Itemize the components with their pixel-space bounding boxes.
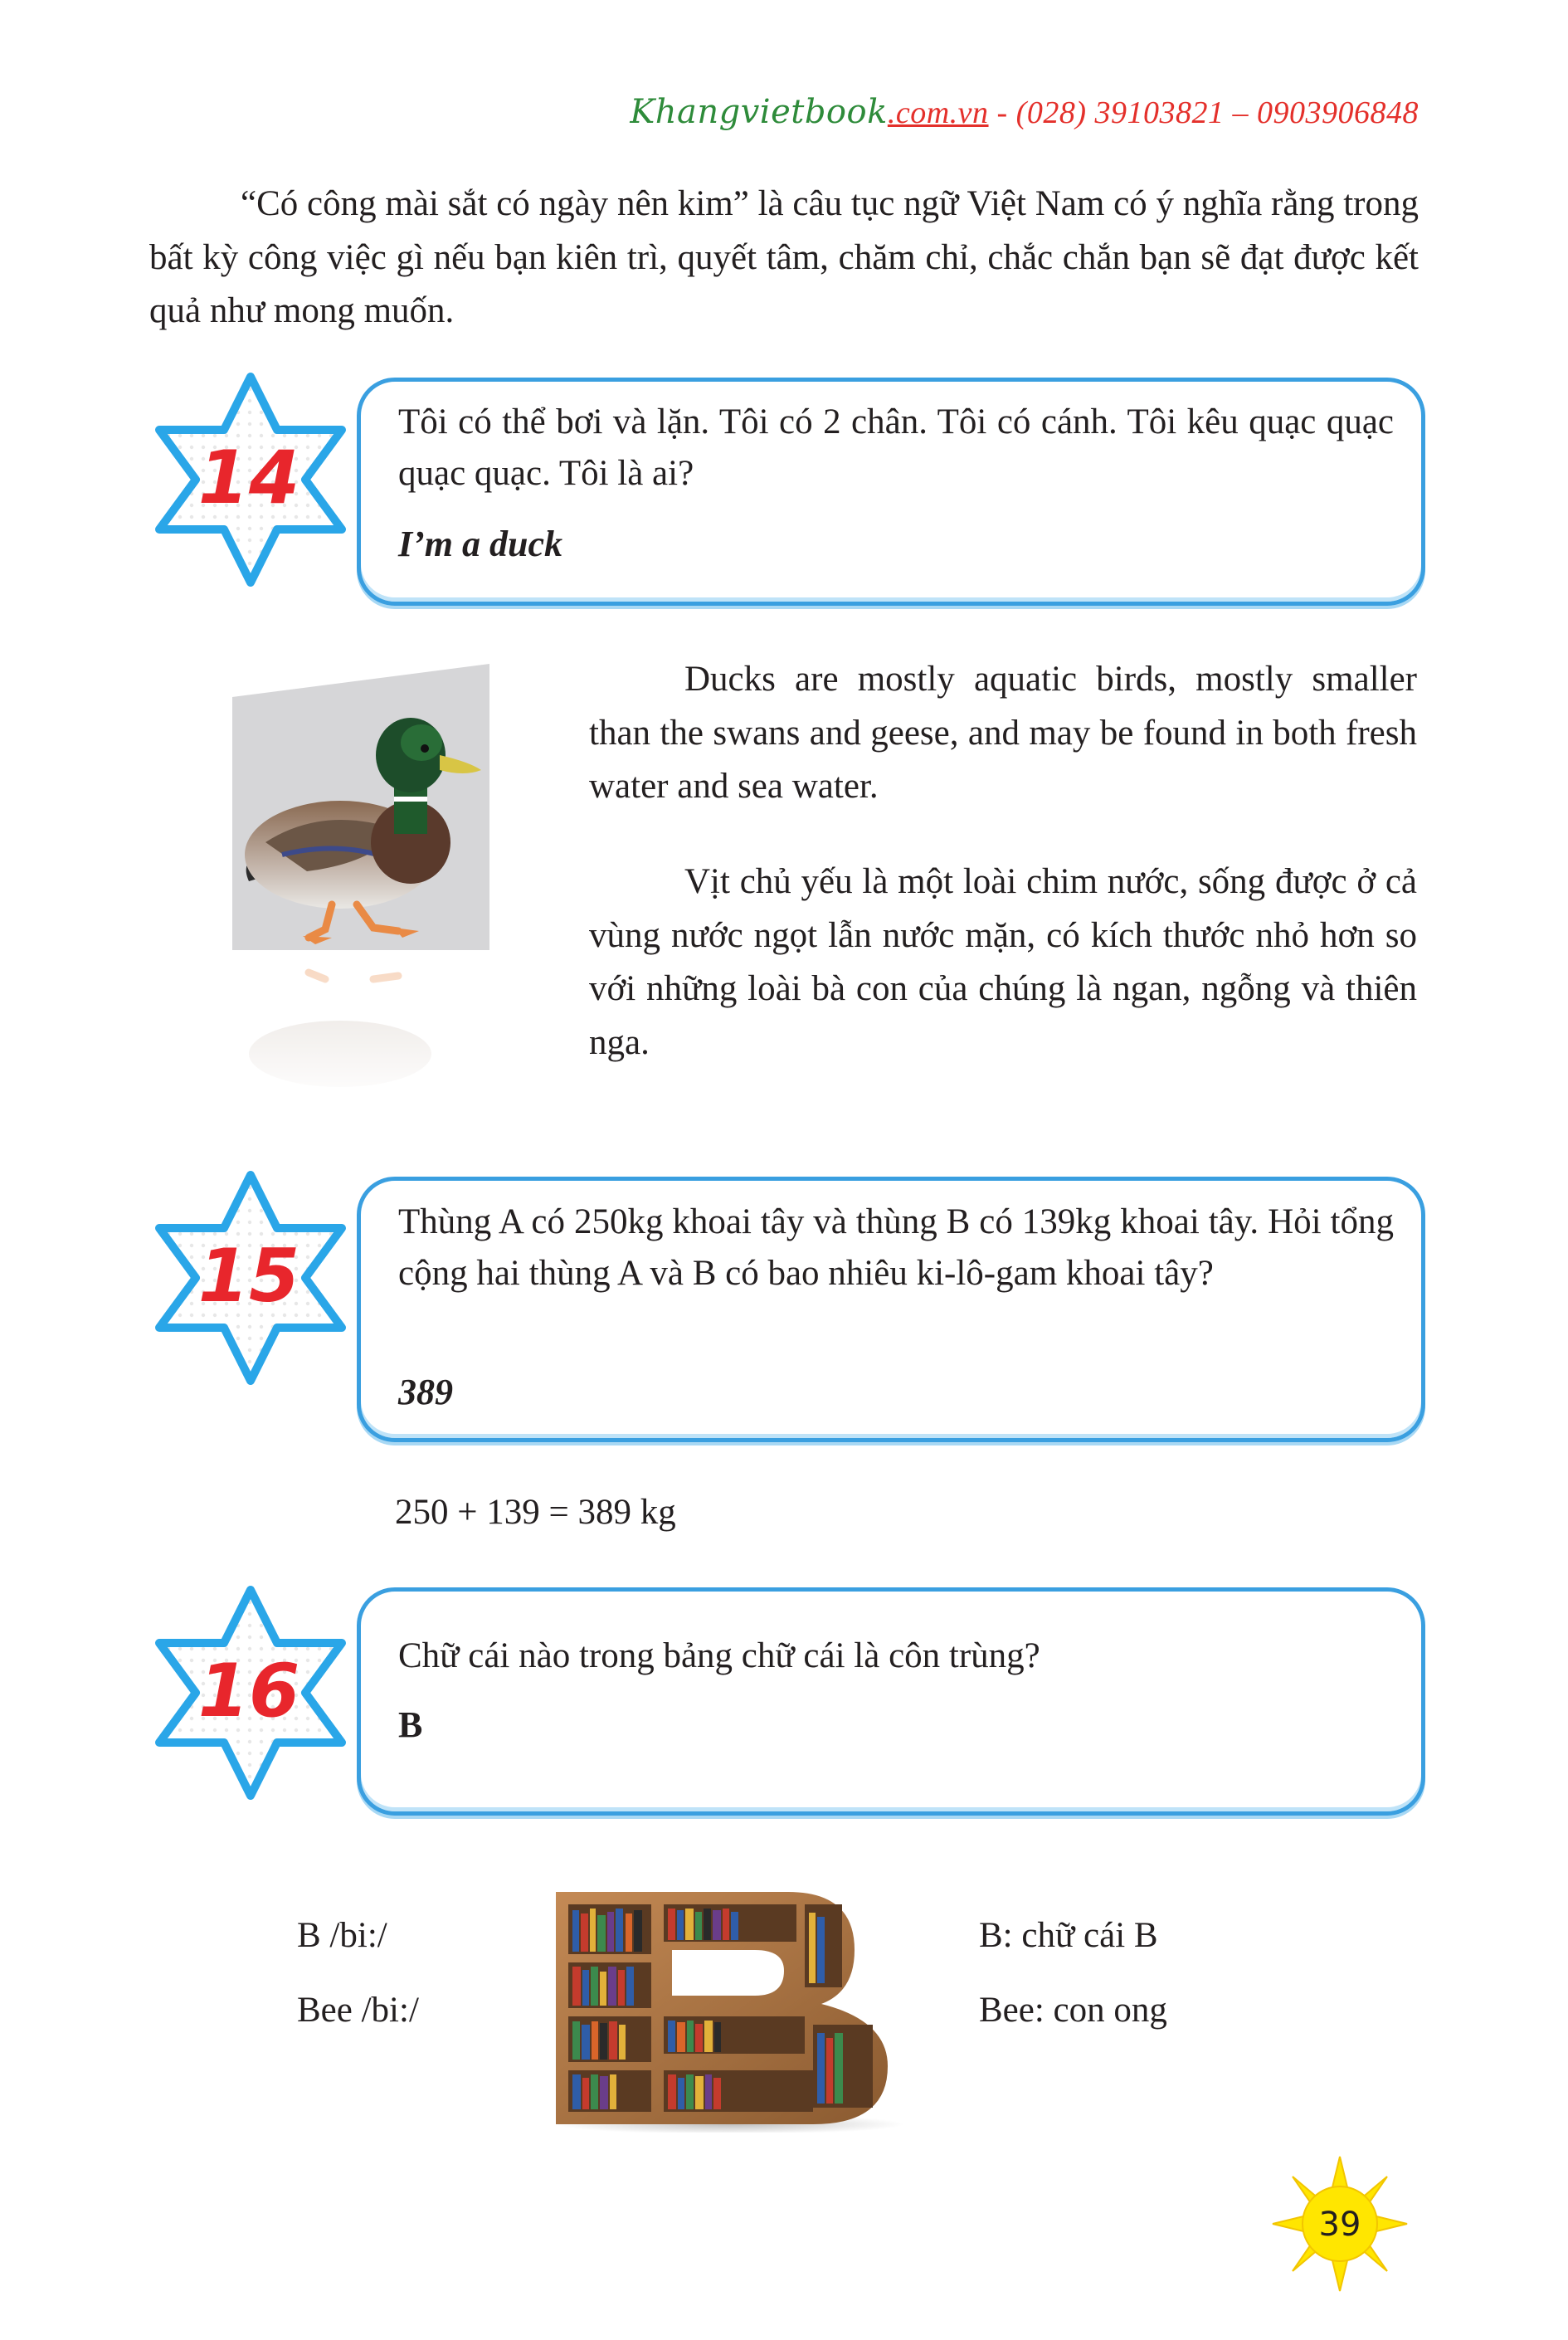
page-number: 39: [1318, 2206, 1361, 2244]
question-text-16: Chữ cái nào trong bảng chữ cái là côn trùng?: [398, 1636, 1040, 1675]
bee-meaning: Bee: con ong: [979, 1991, 1167, 2030]
question-number-16: 16: [197, 1648, 300, 1733]
question-box-16: [357, 1587, 1425, 1816]
answer-15: 389: [398, 1372, 453, 1412]
brand-name: Khangvietbook: [630, 93, 888, 131]
bee-pronunciation: Bee /bi:/: [297, 1991, 419, 2030]
page-header: [630, 93, 1419, 131]
question-text-14: Tôi có thể bơi và lặn. Tôi có 2 chân. Tôi có cánh. Tôi kêu quạc quạc quạc quạc. Tôi là ai?: [398, 402, 1394, 493]
b-meaning: B: chữ cái B: [979, 1916, 1158, 1955]
b-pronunciation: B /bi:/: [297, 1916, 387, 1955]
duck-info-english: Ducks are mostly aquatic birds, mostly smaller than the swans and geese, and may be found in both fresh water and sea water.: [589, 660, 1417, 806]
page-number-sun-icon: [1269, 2153, 1410, 2294]
star-badge-15-icon: [151, 1170, 350, 1386]
question-text-15: Thùng A có 250kg khoai tây và thùng B có 139kg khoai tây. Hỏi tổng cộng hai thùng A và B có bao nhiêu ki-lô-gam khoai tây?: [398, 1202, 1394, 1293]
duck-image: [232, 664, 498, 1104]
star-badge-16-icon: [151, 1585, 350, 1801]
answer-14: I’m a duck: [398, 524, 562, 564]
calculation-text: 250 + 139 = 389 kg: [395, 1493, 676, 1532]
question-number-15: 15: [197, 1233, 300, 1319]
brand-domain[interactable]: .com.vn: [887, 95, 989, 130]
question-number-14: 14: [197, 435, 300, 520]
intro-paragraph: “Có công mài sắt có ngày nên kim” là câu tục ngữ Việt Nam có ý nghĩa rằng trong bất kỳ công việc gì nếu bạn kiên trì, quyết tâm, chăm chỉ, chắc chắn bạn sẽ đạt được kết quả như mong muốn.: [149, 184, 1419, 330]
answer-16: B: [398, 1704, 423, 1745]
bookshelf-letter-b-image: [548, 1884, 913, 2133]
duck-info-vietnamese: Vịt chủ yếu là một loài chim nước, sống được ở cả vùng nước ngọt lẫn nước mặn, có kích thước nhỏ hơn so với những loài bà con của chúng là ngan, ngỗng và thiên nga.: [589, 862, 1417, 1062]
star-badge-14-icon: [151, 372, 350, 587]
contact-info: - (028) 39103821 – 0903906848: [988, 95, 1419, 130]
